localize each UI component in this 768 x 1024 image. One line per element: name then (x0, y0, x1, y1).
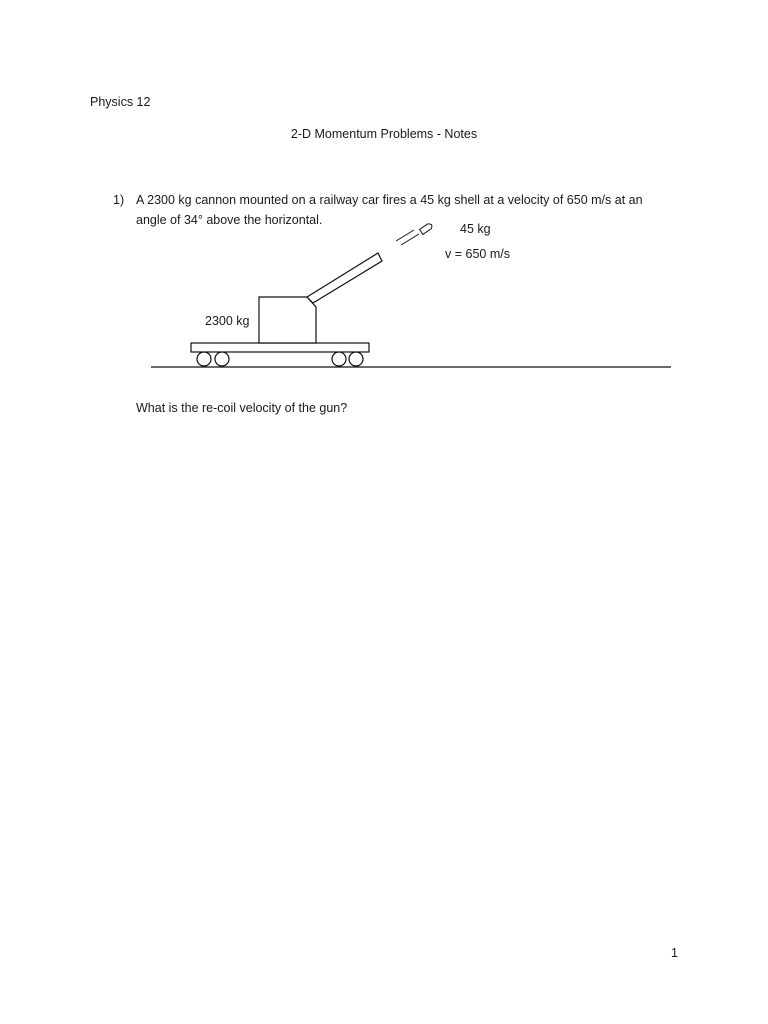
shell-motion-line (396, 230, 414, 241)
shell-velocity-label: v = 650 m/s (445, 247, 510, 261)
cannon-body (259, 297, 316, 343)
page-title: 2-D Momentum Problems - Notes (290, 127, 478, 141)
problem-text-line-1: A 2300 kg cannon mounted on a railway car fires a 45 kg shell at a velocity of 650 m/s at an (136, 193, 643, 207)
cannon-barrel (307, 253, 382, 303)
shell-mass-label: 45 kg (460, 222, 491, 236)
railcar-wheels (197, 352, 363, 366)
shell (420, 222, 434, 234)
problem-number: 1) (113, 193, 125, 207)
shell-motion-line (401, 234, 419, 245)
page-number: 1 (671, 946, 678, 960)
cannon-mass-label: 2300 kg (205, 314, 250, 328)
problem-question: What is the re-coil velocity of the gun? (136, 401, 348, 415)
problem-text-line-2: angle of 34° above the horizontal. (136, 213, 323, 227)
railcar-platform (191, 343, 369, 352)
course-title: Physics 12 (90, 95, 151, 109)
